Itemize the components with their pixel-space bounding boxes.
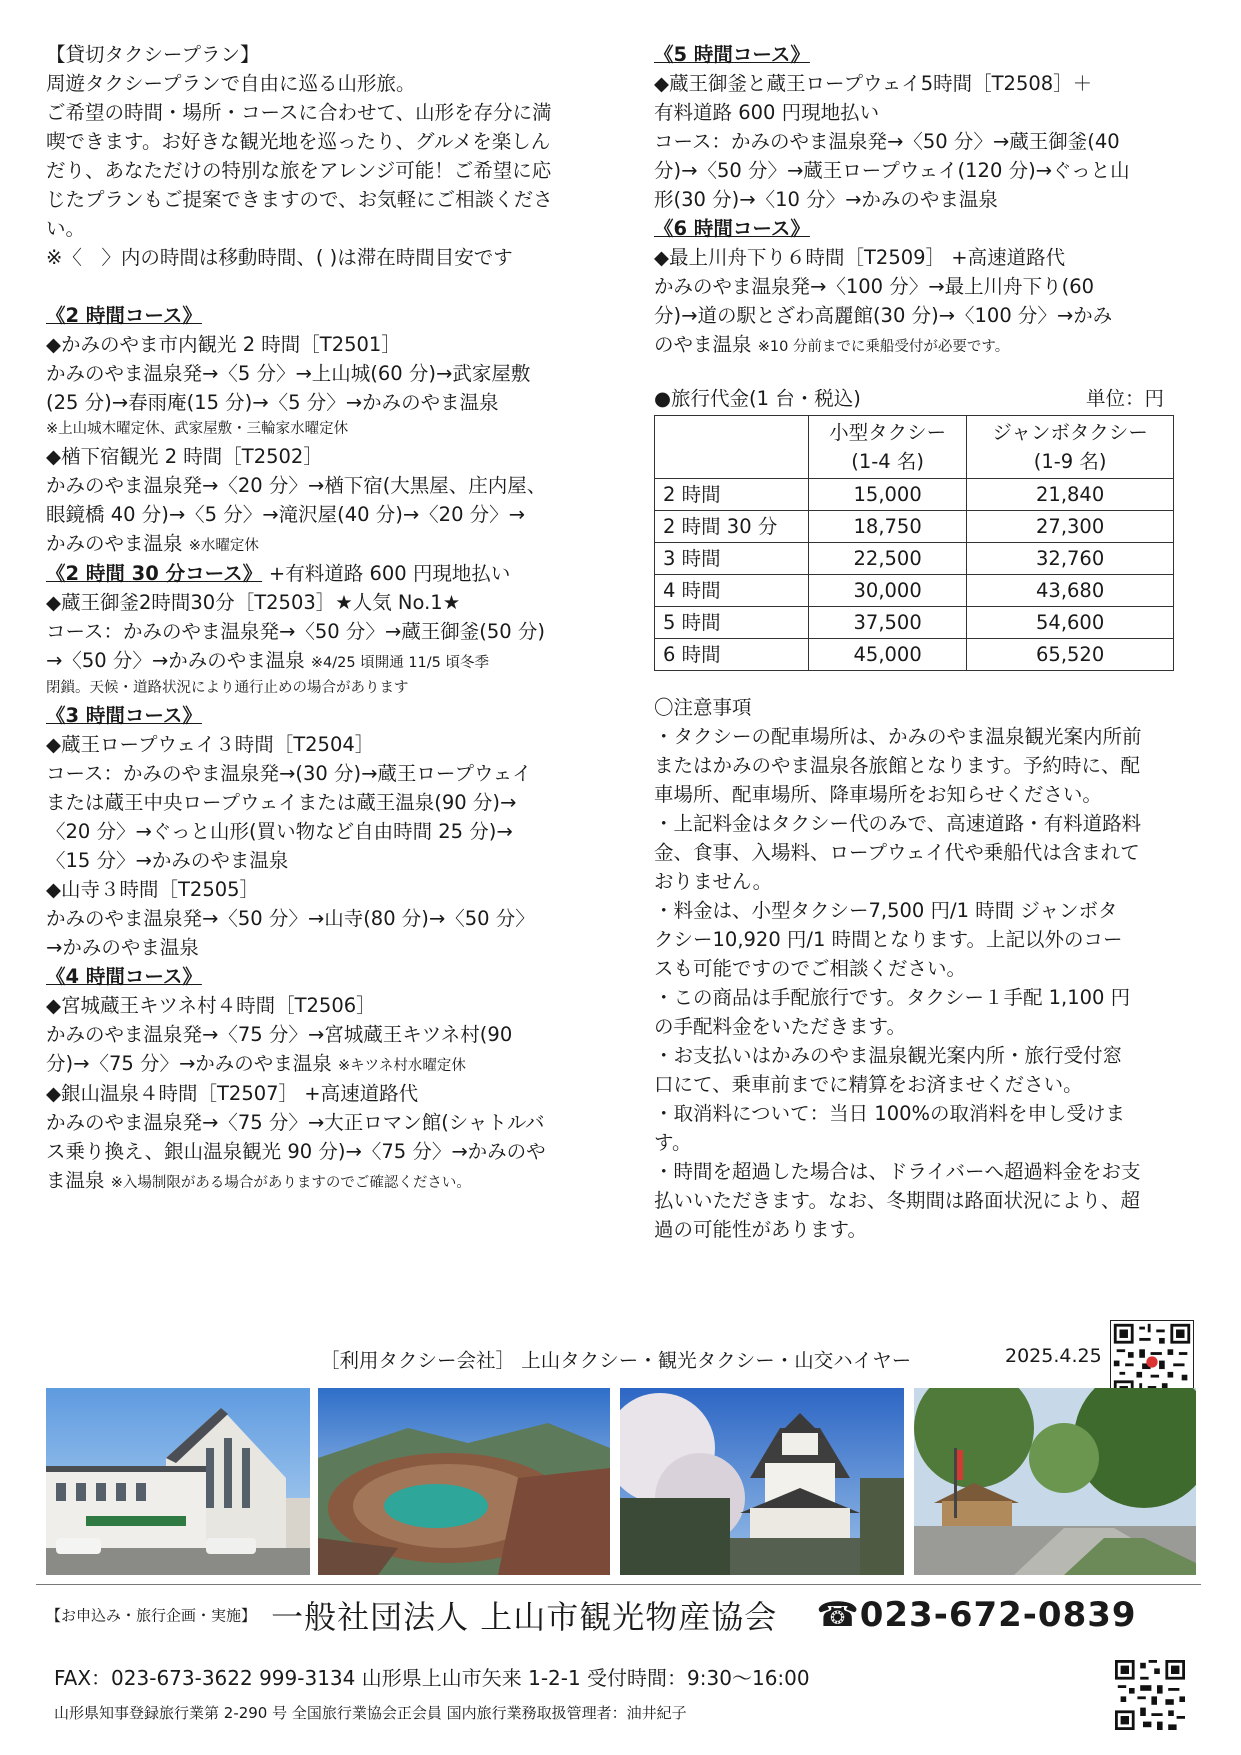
note-line: す。 [654, 1131, 692, 1154]
footer-divider [36, 1584, 1201, 1585]
course-2h30-heading: 《2 時間 30 分コース》 +有料道路 600 円現地払い [46, 562, 511, 585]
course-route: のやま温泉 ※10 分前までに乗船受付が必要です。 [654, 333, 1010, 356]
qr-code-bottom[interactable] [1115, 1660, 1185, 1730]
course-6h-heading: 《6 時間コース》 [654, 217, 810, 240]
intro-line: じたプランもご提案できますので、お気軽にご相談くださ [46, 188, 553, 211]
intro-title: 【貸切タクシープラン】 [46, 43, 260, 66]
price-unit: 単位：円 [1085, 387, 1164, 410]
course-route: 分)→道の駅とざわ高麗館(30 分)→〈100 分〉→かみ [654, 304, 1113, 327]
price-title: ●旅行代金(1 台・税込) [654, 387, 861, 410]
course-title: ◆蔵王御釜と蔵王ロープウェイ5時間［T2508］＋ [654, 72, 1093, 95]
photo-okama-graphic [318, 1388, 610, 1575]
course-route: かみのやま温泉 ※水曜定休 [46, 532, 259, 555]
note-line: ・タクシーの配車場所は、かみのやま温泉観光案内所前 [654, 725, 1142, 748]
price-table [654, 415, 1174, 671]
course-note: 閉鎖。天候・道路状況により通行止めの場合があります [46, 680, 409, 696]
course-route: コース：かみのやま温泉発→(30 分)→蔵王ロープウェイ [46, 762, 532, 785]
price-heading [654, 384, 1164, 413]
price-header-row [655, 416, 1174, 479]
course-note: ※上山城木曜定休、武家屋敷・三輪家水曜定休 [46, 421, 349, 437]
course-title: 有料道路 600 円現地払い [654, 101, 880, 124]
price-row: 3 時間 22,500 32,760 [655, 543, 1174, 575]
course-route: 眼鏡橋 40 分)→〈5 分〉→滝沢屋(40 分)→〈20 分〉→ [46, 503, 526, 526]
course-route: かみのやま温泉発→〈50 分〉→山寺(80 分)→〈50 分〉 [46, 907, 535, 930]
course-route: かみのやま温泉発→〈75 分〉→宮城蔵王キツネ村(90 [46, 1023, 513, 1046]
issue-date: 2025.4.25 [1005, 1345, 1102, 1367]
taxi-companies: ［利用タクシー会社］ 上山タクシー・観光タクシー・山交ハイヤー [320, 1349, 912, 1372]
course-route: (25 分)→春雨庵(15 分)→〈5 分〉→かみのやま温泉 [46, 391, 499, 414]
intro-line: い。 [46, 217, 86, 240]
note-line: ・取消料について：当日 100%の取消料を申し受けま [654, 1102, 1126, 1125]
course-route: かみのやま温泉発→〈75 分〉→大正ロマン館(シャトルバ [46, 1111, 545, 1134]
course-route: →かみのやま温泉 [46, 936, 199, 959]
intro-line: 周遊タクシープランで自由に巡る山形旅。 [46, 72, 416, 95]
qr-code-bottom-graphic [1115, 1660, 1185, 1730]
note-line: クシー10,920 円/1 時間となります。上記以外のコー [654, 928, 1123, 951]
course-route: コース：かみのやま温泉発→〈50 分〉→蔵王御釜(40 [654, 130, 1120, 153]
course-title: ◆最上川舟下り６時間［T2509］ +高速道路代 [654, 246, 1066, 269]
course-title: ◆蔵王ロープウェイ３時間［T2504］ [46, 733, 375, 756]
right-column [654, 40, 1184, 1244]
course-route: 〈20 分〉→ぐっと山形(買い物など自由時間 25 分)→ [46, 820, 513, 843]
course-title: ◆楢下宿観光 2 時間［T2502］ [46, 445, 323, 468]
course-route: コース：かみのやま温泉発→〈50 分〉→蔵王御釜(50 分) [46, 620, 545, 643]
note-line: スも可能ですのでご相談ください。 [654, 957, 967, 980]
price-header-blank [655, 416, 809, 479]
course-route: 〈15 分〉→かみのやま温泉 [46, 849, 289, 872]
price-row: 6 時間 45,000 65,520 [655, 639, 1174, 671]
price-row: 4 時間 30,000 43,680 [655, 575, 1174, 607]
course-4h-heading: 《4 時間コース》 [46, 965, 202, 988]
note-line: の手配料金をいただきます。 [654, 1015, 906, 1038]
note-line: おりません。 [654, 870, 773, 893]
course-3h-heading: 《3 時間コース》 [46, 704, 202, 727]
note-line: 金、食事、入場料、ロープウェイ代や乗船代は含まれて [654, 841, 1140, 864]
price-row: 2 時間 15,000 21,840 [655, 479, 1174, 511]
photo-station [46, 1388, 310, 1575]
course-title: ◆蔵王御釜2時間30分［T2503］★人気 No.1★ [46, 591, 461, 614]
phone-number[interactable]: ☎023-672-0839 [816, 1595, 1137, 1635]
intro-line: 喫できます。お好きな観光地を巡ったり、グルメを楽しん [46, 130, 551, 153]
course-title: ◆かみのやま市内観光 2 時間［T2501］ [46, 333, 401, 356]
course-route: ス乗り換え、銀山温泉観光 90 分)→〈75 分〉→かみのや [46, 1140, 546, 1163]
fax-address-hours: FAX：023-673-3622 999-3134 山形県上山市矢来 1-2-1 受付時間：9:30～16:00 [54, 1666, 810, 1690]
course-title: ◆山寺３時間［T2505］ [46, 878, 260, 901]
course-route: 分)→〈50 分〉→蔵王ロープウェイ(120 分)→ぐっと山 [654, 159, 1130, 182]
price-header-small: 小型タクシー (1-4 名) [809, 416, 967, 479]
price-row: 2 時間 30 分 18,750 27,300 [655, 511, 1174, 543]
registration-info: 山形県知事登録旅行業第 2-290 号 全国旅行業協会正会員 国内旅行業務取扱管理者：油井紀子 [54, 1704, 687, 1722]
course-route: ま温泉 ※入場制限がある場合がありますのでご確認ください。 [46, 1169, 471, 1192]
note-line: ・この商品は手配旅行です。タクシー１手配 1,100 円 [654, 986, 1131, 1009]
note-line: ・料金は、小型タクシー7,500 円/1 時間 ジャンボタ [654, 899, 1118, 922]
note-line: またはかみのやま温泉各旅館となります。予約時に、配 [654, 754, 1140, 777]
note-line: ・上記料金はタクシー代のみで、高速道路・有料道路料 [654, 812, 1142, 835]
note-line: 払いいただきます。なお、冬期間は路面状況により、超 [654, 1189, 1140, 1212]
photo-narashita-graphic [914, 1388, 1196, 1575]
photo-castle-graphic [620, 1388, 904, 1575]
course-route: 形(30 分)→〈10 分〉→かみのやま温泉 [654, 188, 998, 211]
note-line: ・時間を超過した場合は、ドライバーへ超過料金をお支 [654, 1160, 1141, 1183]
course-title: ◆銀山温泉４時間［T2507］ +高速道路代 [46, 1082, 419, 1105]
price-header-jumbo: ジャンボタクシー (1-9 名) [967, 416, 1174, 479]
note-line: 過の可能性があります。 [654, 1218, 867, 1241]
course-route: かみのやま温泉発→〈20 分〉→楢下宿(大黒屋、庄内屋、 [46, 474, 547, 497]
contact-line [46, 1592, 1137, 1638]
course-route: または蔵王中央ロープウェイまたは蔵王温泉(90 分)→ [46, 791, 517, 814]
organization-name: 一般社団法人 上山市観光物産協会 [271, 1598, 778, 1636]
note-line: 車場所、配車場所、降車場所をお知らせください。 [654, 783, 1102, 806]
course-route: 分)→〈75 分〉→かみのやま温泉 ※キツネ村水曜定休 [46, 1052, 466, 1075]
note-line: 口にて、乗車前までに精算をお済ませください。 [654, 1073, 1083, 1096]
intro-line: ※〈 〉内の時間は移動時間、( )は滞在時間目安です [46, 246, 513, 269]
course-route: かみのやま温泉発→〈100 分〉→最上川舟下り(60 [654, 275, 1095, 298]
course-5h-heading: 《5 時間コース》 [654, 43, 810, 66]
photo-okama-crater [318, 1388, 610, 1575]
notes-title: 〇注意事項 [654, 696, 752, 719]
photo-kaminoyama-castle [620, 1388, 904, 1575]
note-line: ・お支払いはかみのやま温泉観光案内所・旅行受付窓 [654, 1044, 1123, 1067]
photo-narashita-juku [914, 1388, 1196, 1575]
price-row: 5 時間 37,500 54,600 [655, 607, 1174, 639]
course-2h-heading: 《2 時間コース》 [46, 304, 202, 327]
course-title: ◆宮城蔵王キツネ村４時間［T2506］ [46, 994, 376, 1017]
course-route: かみのやま温泉発→〈5 分〉→上山城(60 分)→武家屋敷 [46, 362, 531, 385]
contact-label: 【お申込み・旅行企画・実施】 [46, 1606, 257, 1625]
notes-section [654, 693, 1184, 1244]
intro-line: ご希望の時間・場所・コースに合わせて、山形を存分に満 [46, 101, 552, 124]
course-route: →〈50 分〉→かみのやま温泉 ※4/25 頃開通 11/5 頃冬季 [46, 649, 490, 672]
left-column [46, 40, 611, 1196]
intro-line: だり、あなただけの特別な旅をアレンジ可能！ご希望に応 [46, 159, 552, 182]
photo-station-graphic [46, 1388, 310, 1575]
